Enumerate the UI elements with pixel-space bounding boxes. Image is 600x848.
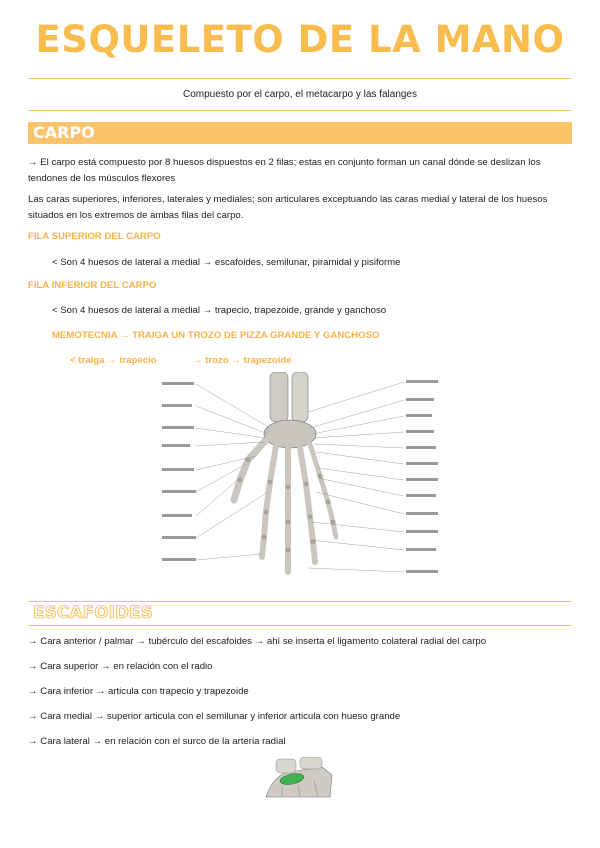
subheading-fila-superior: FILA SUPERIOR DEL CARPO (28, 231, 161, 242)
subheading-fila-inferior: FILA INFERIOR DEL CARPO (28, 280, 157, 291)
memo-trozo: → trozo → trapezoide (193, 355, 292, 366)
carpo-paragraph-1: → El carpo está compuesto por 8 huesos dispuestos en 2 filas; estas en conjunto forman un canal dónde se deslizan los tendones de los músculos flexores (28, 157, 541, 184)
escafoides-item: → Cara anterior / palmar → tubérculo del escafoides → ahí se inserta el ligamento colateral radial del carpo (28, 636, 487, 647)
escafoides-item: → Cara lateral → en relación con el surco de la arteria radial (28, 736, 286, 747)
page-title: ESQUELETO DE LA MANO (35, 18, 565, 61)
carpo-paragraph-2: Las caras superiores, inferiores, laterales y mediales; son articulares exceptuando las caras medial y lateral de los huesos situados en los extremos de ambas filas del carpo. (28, 194, 548, 221)
divider (28, 601, 572, 602)
divider (28, 110, 572, 111)
divider (28, 78, 572, 79)
memotecnia: MEMOTECNIA → TRAIGA UN TROZO DE PIZZA GRANDE Y GANCHOSO (52, 330, 380, 341)
fila-superior-text: < Son 4 huesos de lateral a medial → escafoides, semilunar, piramidal y pisiforme (52, 257, 401, 268)
section-heading-carpo: CARPO (33, 123, 95, 142)
memo-traiga: < traiga → trapecio (70, 355, 157, 366)
escafoides-item: → Cara superior → en relación con el radio (28, 661, 213, 672)
hand-skeleton-image (158, 372, 442, 590)
subtitle: Compuesto por el carpo, el metacarpo y las falanges (182, 89, 417, 100)
escafoides-item: → Cara inferior → articula con trapecio y trapezoide (28, 686, 249, 697)
fila-inferior-text: < Son 4 huesos de lateral a medial → trapecio, trapezoide, grande y ganchoso (52, 305, 387, 316)
escafoides-item: → Cara medial → superior articula con el semilunar y inferior articula con hueso grande (28, 711, 401, 722)
scaphoid-wrist-image (262, 757, 336, 799)
divider (28, 625, 572, 626)
section-heading-escafoides: ESCAFOIDES (33, 603, 153, 623)
section-bar-carpo (28, 122, 572, 144)
